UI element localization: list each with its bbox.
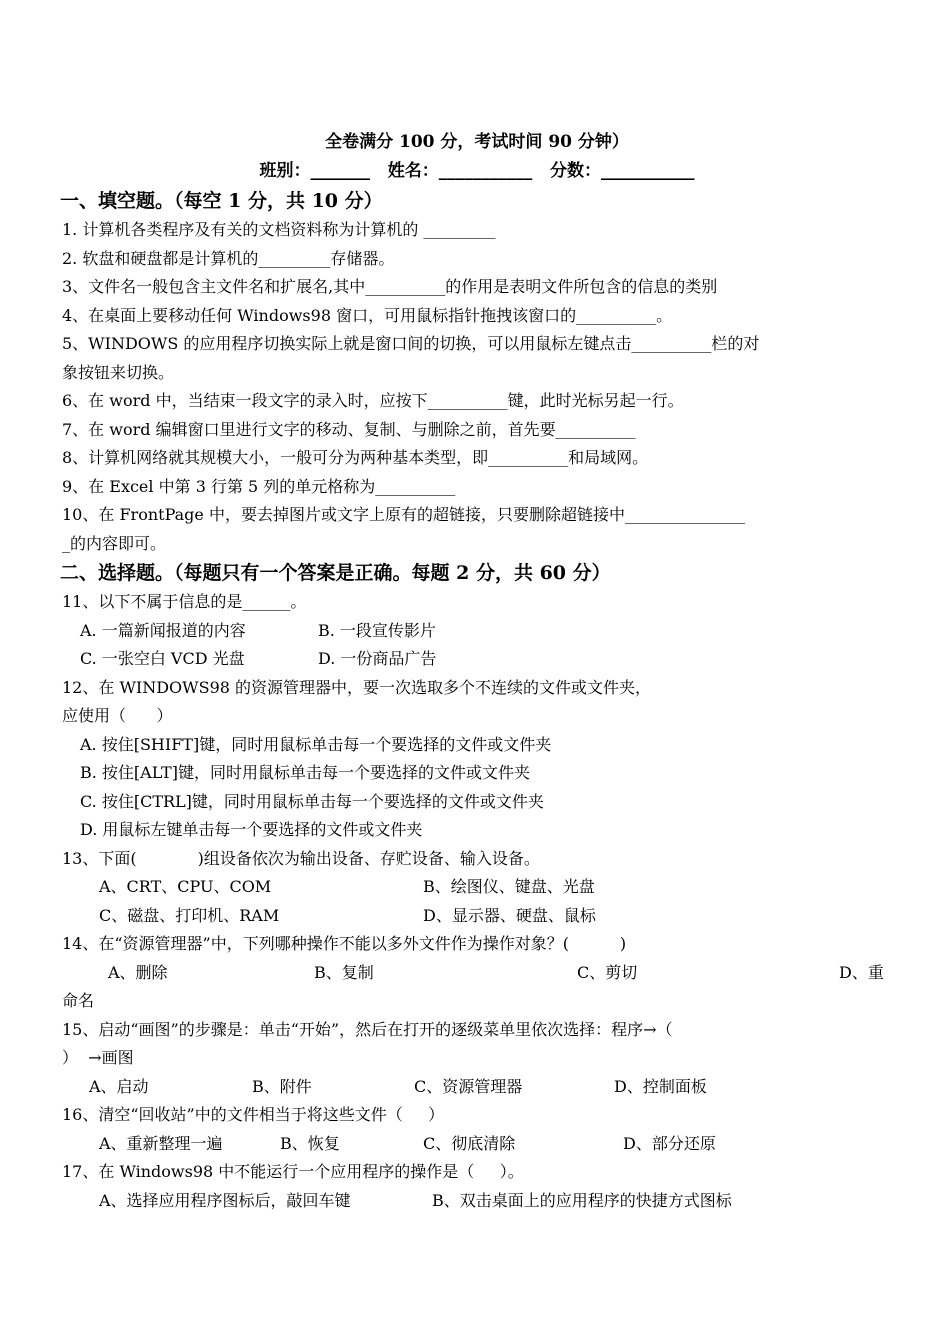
option-a: A、启动 bbox=[89, 1076, 149, 1096]
question-stem-cont: 应使用（ ） bbox=[62, 706, 173, 725]
option-row bbox=[62, 1187, 892, 1216]
option-d: D. 一份商品广告 bbox=[318, 649, 437, 668]
fill-question: 10、在 FrontPage 中，要去掉图片或文字上原有的超链接，只要删除超链接中_______________ bbox=[62, 505, 745, 524]
option-a: A、选择应用程序图标后，敲回车键 bbox=[99, 1190, 351, 1210]
option-c: C、资源管理器 bbox=[414, 1076, 523, 1096]
option-b: B、绘图仪、键盘、光盘 bbox=[423, 877, 595, 896]
option-c: C. 一张空白 VCD 光盘 bbox=[80, 649, 245, 668]
option-row bbox=[62, 617, 892, 646]
question-stem: 14、在“资源管理器”中，下列哪种操作不能以多外文件作为操作对象？( ) bbox=[62, 934, 627, 953]
exam-header-line1: 全卷满分 100 分，考试时间 90 分钟） bbox=[325, 132, 629, 152]
question-stem: 11、以下不属于信息的是______。 bbox=[62, 592, 307, 611]
option-row bbox=[62, 959, 892, 988]
exam-page bbox=[62, 128, 892, 1215]
fill-question: 1. 计算机各类程序及有关的文档资料称为计算机的 _________ bbox=[62, 220, 496, 239]
option-d: D、重 bbox=[839, 962, 884, 982]
option-c: C、剪切 bbox=[577, 962, 638, 982]
option-row bbox=[62, 645, 892, 674]
option-c: C. 按住[CTRL]键，同时用鼠标单击每一个要选择的文件或文件夹 bbox=[80, 791, 544, 811]
question-stem: 12、在 WINDOWS98 的资源管理器中，要一次选取多个不连续的文件或文件夹， bbox=[62, 677, 652, 697]
exam-header-line2: 班别：_______ 姓名：___________ 分数：___________ bbox=[259, 161, 695, 181]
option-a: A、CRT、CPU、COM bbox=[99, 877, 272, 896]
question-stem: 16、清空“回收站”中的文件相当于将这些文件（ ） bbox=[62, 1105, 445, 1124]
option-d-cont: 命名 bbox=[62, 991, 95, 1010]
fill-question: 2. 软盘和硬盘都是计算机的_________存储器。 bbox=[62, 248, 395, 268]
fill-question: 4、在桌面上要移动任何 Windows98 窗口，可用鼠标指针拖拽该窗口的__________。 bbox=[62, 305, 673, 325]
option-row bbox=[62, 1073, 892, 1102]
option-d: D、部分还原 bbox=[623, 1133, 716, 1153]
option-row bbox=[62, 902, 892, 931]
fill-question: 6、在 word 中，当结束一段文字的录入时，应按下__________键，此时光标另起一行。 bbox=[62, 391, 684, 410]
question-stem: 17、在 Windows98 中不能运行一个应用程序的操作是（ ）。 bbox=[62, 1162, 524, 1181]
fill-question-cont: 象按钮来切换。 bbox=[62, 362, 175, 382]
option-b: B、附件 bbox=[252, 1076, 312, 1096]
fill-question: 9、在 Excel 中第 3 行第 5 列的单元格称为__________ bbox=[62, 476, 456, 496]
option-row bbox=[62, 788, 892, 817]
question-stem: 13、下面( )组设备依次为输出设备、存贮设备、输入设备。 bbox=[62, 848, 540, 868]
fill-question: 5、WINDOWS 的应用程序切换实际上就是窗口间的切换，可以用鼠标左键点击__________栏的对 bbox=[62, 334, 760, 353]
option-a: A. 按住[SHIFT]键，同时用鼠标单击每一个要选择的文件或文件夹 bbox=[80, 734, 552, 754]
option-a: A. 一篇新闻报道的内容 bbox=[80, 620, 246, 640]
section-choice-title: 二、选择题。（每题只有一个答案是正确。每题 2 分，共 60 分） bbox=[60, 562, 611, 584]
section-fill-title: 一、填空题。（每空 1 分，共 10 分） bbox=[60, 190, 383, 212]
fill-question: 7、在 word 编辑窗口里进行文字的移动、复制、与删除之前，首先要__________ bbox=[62, 419, 636, 439]
question-stem: 15、启动“画图”的步骤是：单击“开始”，然后在打开的逐级菜单里依次选择：程序→（ bbox=[62, 1019, 673, 1039]
fill-question-cont: _的内容即可。 bbox=[62, 533, 167, 553]
option-row bbox=[62, 816, 892, 845]
option-a: A、删除 bbox=[108, 962, 168, 982]
option-d: D. 用鼠标左键单击每一个要选择的文件或文件夹 bbox=[80, 820, 423, 839]
option-a: A、重新整理一遍 bbox=[99, 1133, 223, 1153]
option-c: C、彻底清除 bbox=[423, 1133, 516, 1153]
fill-question: 3、文件名一般包含主文件名和扩展名,其中__________的作用是表明文件所包含的信息的类别 bbox=[62, 277, 718, 296]
option-row bbox=[62, 873, 892, 902]
option-b: B. 一段宣传影片 bbox=[318, 620, 436, 640]
option-b: B、复制 bbox=[314, 962, 374, 982]
option-d: D、显示器、硬盘、鼠标 bbox=[423, 905, 596, 925]
option-b: B、恢复 bbox=[280, 1133, 340, 1153]
option-b: B. 按住[ALT]键，同时用鼠标单击每一个要选择的文件或文件夹 bbox=[80, 763, 530, 782]
option-row bbox=[62, 731, 892, 760]
option-row bbox=[62, 1130, 892, 1159]
question-stem-cont: ） →画图 bbox=[62, 1048, 134, 1067]
option-row bbox=[62, 759, 892, 788]
option-b: B、双击桌面上的应用程序的快捷方式图标 bbox=[432, 1190, 732, 1210]
option-d: D、控制面板 bbox=[614, 1076, 707, 1096]
fill-question: 8、计算机网络就其规模大小，一般可分为两种基本类型，即__________和局域网。 bbox=[62, 448, 649, 467]
option-c: C、磁盘、打印机、RAM bbox=[99, 905, 280, 925]
